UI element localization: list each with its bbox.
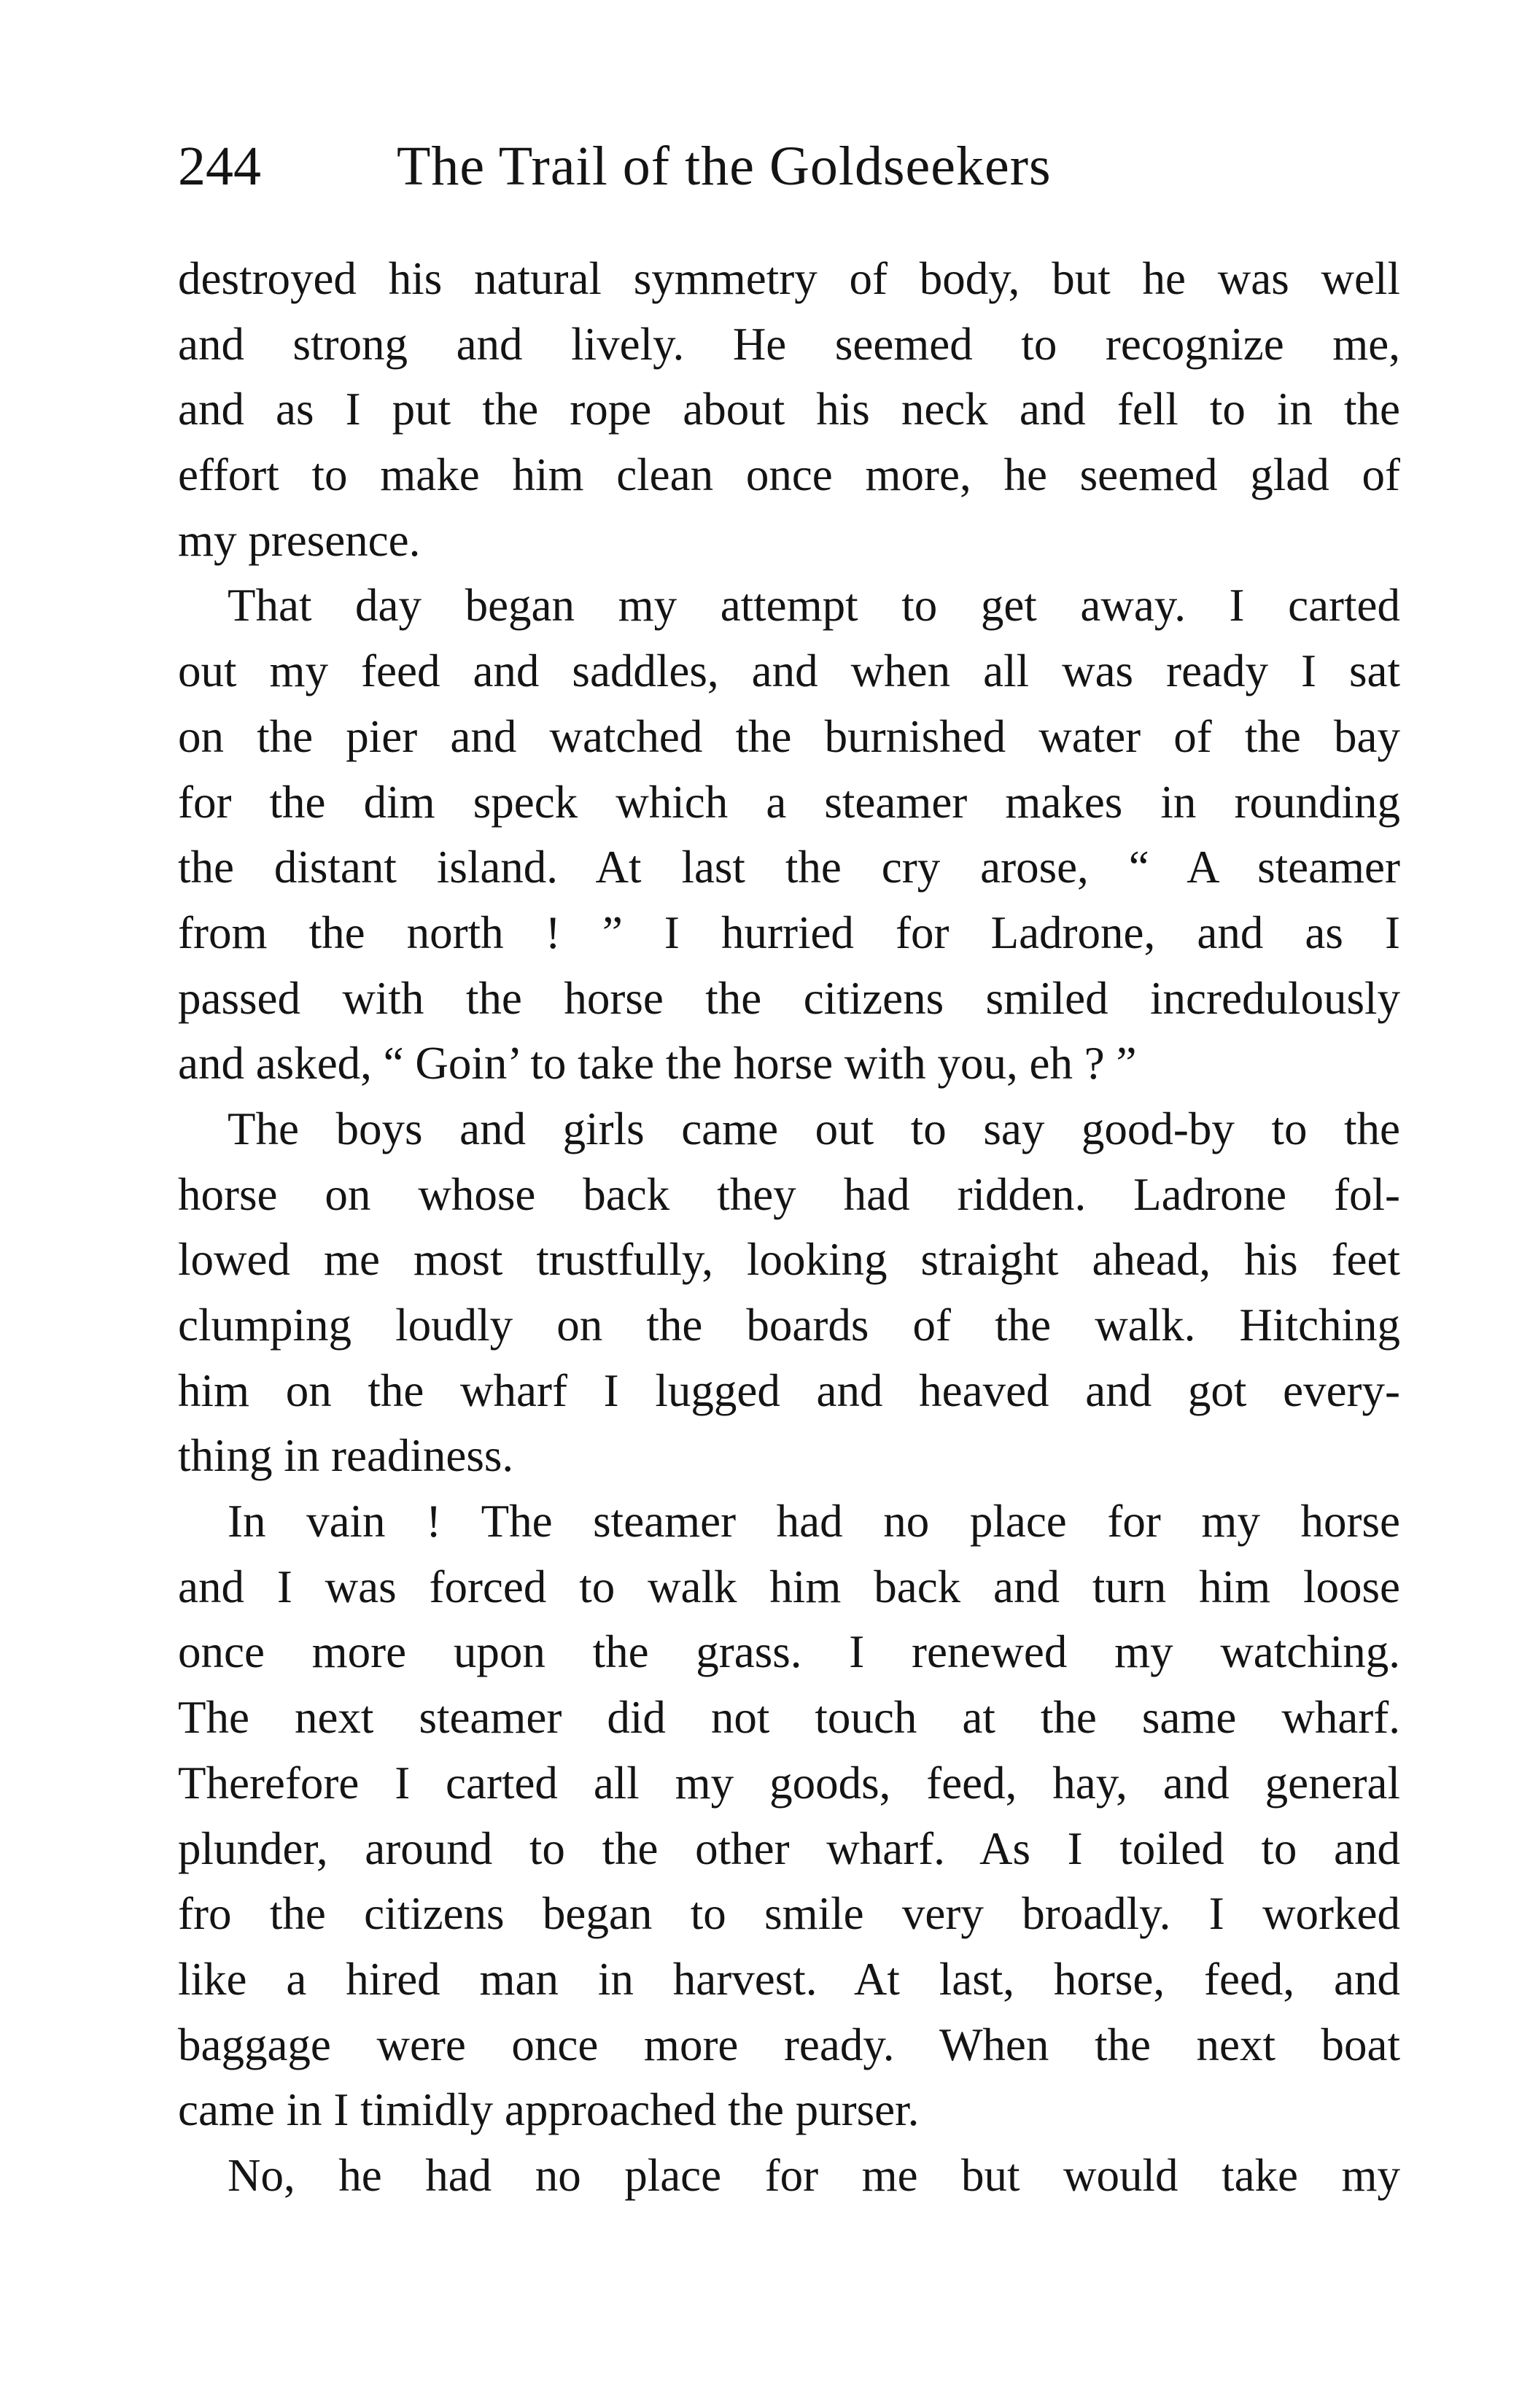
text-line: out my feed and saddles, and when all was ready I sat: [178, 645, 1400, 697]
text-line: Therefore I carted all my goods, feed, hay, and general: [178, 1757, 1400, 1809]
text-line: like a hired man in harvest. At last, horse, feed, and: [178, 1953, 1400, 2005]
page-number: 244: [178, 136, 261, 197]
text-line: clumping loudly on the boards of the walk. Hitching: [178, 1300, 1400, 1351]
text-line: No, he had no place for me but would take my: [228, 2149, 1400, 2201]
text-line: and I was forced to walk him back and turn him loose: [178, 1561, 1400, 1612]
text-line: effort to make him clean once more, he seemed glad of: [178, 449, 1400, 501]
text-line: came in I timidly approached the purser.: [178, 2084, 920, 2136]
text-line: on the pier and watched the burnished water of the bay: [178, 710, 1400, 762]
text-line: lowed me most trustfully, looking straight ahead, his feet: [178, 1234, 1400, 1286]
book-title: The Trail of the Goldseekers: [397, 136, 1052, 197]
running-head: [178, 130, 1403, 203]
body-text: [178, 246, 1400, 2209]
text-line: thing in readiness.: [178, 1430, 514, 1482]
text-line: and strong and lively. He seemed to recognize me,: [178, 318, 1400, 370]
text-line: passed with the horse the citizens smiled incredulously: [178, 972, 1400, 1024]
text-line: The boys and girls came out to say good-by to the: [228, 1103, 1400, 1154]
text-line: plunder, around to the other wharf. As I toiled to and: [178, 1822, 1400, 1874]
text-line: for the dim speck which a steamer makes in rounding: [178, 776, 1400, 828]
text-line: fro the citizens began to smile very broadly. I worked: [178, 1888, 1400, 1940]
text-line: horse on whose back they had ridden. Ladrone fol-: [178, 1168, 1400, 1220]
text-line: destroyed his natural symmetry of body, but he was well: [178, 253, 1400, 304]
text-line: baggage were once more ready. When the next boat: [178, 2019, 1400, 2070]
text-line: from the north ! ” I hurried for Ladrone, and as I: [178, 906, 1400, 958]
text-line: and as I put the rope about his neck and fell to in the: [178, 384, 1400, 435]
text-line: The next steamer did not touch at the same wharf.: [178, 1692, 1400, 1744]
text-line: my presence.: [178, 514, 421, 566]
text-line: the distant island. At last the cry arose, “ A steamer: [178, 842, 1400, 893]
text-line: In vain ! The steamer had no place for my horse: [228, 1496, 1400, 1547]
text-line: him on the wharf I lugged and heaved and got every-: [178, 1364, 1400, 1416]
text-line: That day began my attempt to get away. I carted: [228, 580, 1400, 632]
text-line: once more upon the grass. I renewed my watching.: [178, 1626, 1400, 1678]
text-line: and asked, “ Goin’ to take the horse with you, eh ? ”: [178, 1038, 1137, 1090]
